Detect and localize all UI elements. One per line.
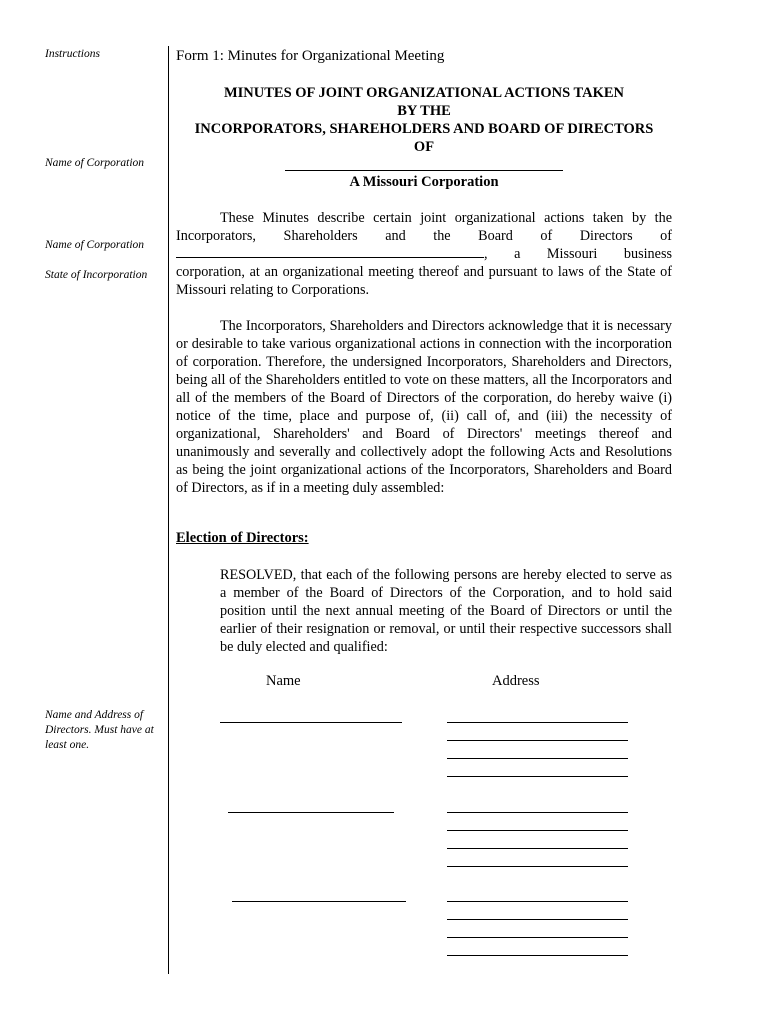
- heading-line-4: OF: [413, 139, 435, 155]
- state-of-incorporation-note: State of Incorporation: [45, 269, 148, 281]
- director-1-address-line-3[interactable]: [447, 758, 628, 759]
- election-of-directors-heading: Election of Directors:: [176, 530, 309, 546]
- waiver-paragraph-text: The Incorporators, Shareholders and Directors acknowledge that it is necessary or desirable to take various organizational actions in connection with the incorporation of corporation. Therefore, the undersigned Incorporators, Shareholders and Directors, being all of the Shareholders entitled to vote on these matters, all the Incorporators and all of the members of the Board of Directors of the corporation, do hereby waive (i) notice of the time, place and purpose of, (ii) call of, and (iii) the necessity of organizational, Shareholders' and Board of Directors' meetings thereof and unanimously and severally and collectively adopt the following Acts and Resolutions as being the joint organizational actions of the Incorporators, Shareholders and Board of Directors, as if in a meeting duly assembled:: [176, 318, 672, 496]
- director-1-address-line-4[interactable]: [447, 776, 628, 777]
- name-column-header: Name: [266, 673, 301, 689]
- waiver-paragraph: [176, 317, 672, 497]
- director-2-address-line-2[interactable]: [447, 830, 628, 831]
- director-3-address-line-1[interactable]: [447, 901, 628, 902]
- director-3-address-line-3[interactable]: [447, 937, 628, 938]
- director-2-address-line-3[interactable]: [447, 848, 628, 849]
- corporation-type: A Missouri Corporation: [349, 174, 499, 190]
- heading-line-3: INCORPORATORS, SHAREHOLDERS AND BOARD OF DIRECTORS: [194, 121, 654, 137]
- address-column-header: Address: [492, 673, 540, 689]
- director-1-address-line-1[interactable]: [447, 722, 628, 723]
- director-2-name-field[interactable]: [228, 812, 394, 813]
- directors-note: Name and Address of Directors. Must have at least one.: [45, 709, 154, 751]
- director-3-address-line-4[interactable]: [447, 955, 628, 956]
- corporation-name-field[interactable]: [285, 170, 563, 171]
- director-1-name-field[interactable]: [220, 722, 402, 723]
- intro-paragraph-end: , a Missouri business corporation, at an organizational meeting thereof and pursuant to laws of the State of Missouri relating to Corporations.: [176, 246, 672, 298]
- form-title: Form 1: Minutes for Organizational Meeting: [176, 48, 445, 64]
- director-2-address-line-1[interactable]: [447, 812, 628, 813]
- heading-line-2: BY THE: [397, 103, 451, 119]
- director-3-name-field[interactable]: [232, 901, 406, 902]
- margin-divider: [168, 46, 169, 974]
- director-1-address-line-2[interactable]: [447, 740, 628, 741]
- director-2-address-line-4[interactable]: [447, 866, 628, 867]
- resolved-paragraph: RESOLVED, that each of the following persons are hereby elected to serve as a member of the Board of Directors of the Corporation, and to hold said position until the next annual meeting of the Board of Directors or until the earlier of their resignation or removal, or until their respective successors shall be duly elected and qualified:: [220, 567, 672, 655]
- heading-line-1: MINUTES OF JOINT ORGANIZATIONAL ACTIONS TAKEN: [223, 85, 625, 101]
- intro-paragraph: [176, 209, 672, 299]
- director-3-address-line-2[interactable]: [447, 919, 628, 920]
- instructions-label: Instructions: [45, 48, 100, 60]
- intro-paragraph-start: These Minutes describe certain joint organizational actions taken by the Incorporators, Shareholders and the Board of Directors of: [176, 210, 672, 244]
- name-of-corporation-note: Name of Corporation: [45, 157, 145, 169]
- corporation-name-blank[interactable]: [176, 245, 484, 258]
- name-of-corporation-note-2: Name of Corporation: [45, 239, 145, 251]
